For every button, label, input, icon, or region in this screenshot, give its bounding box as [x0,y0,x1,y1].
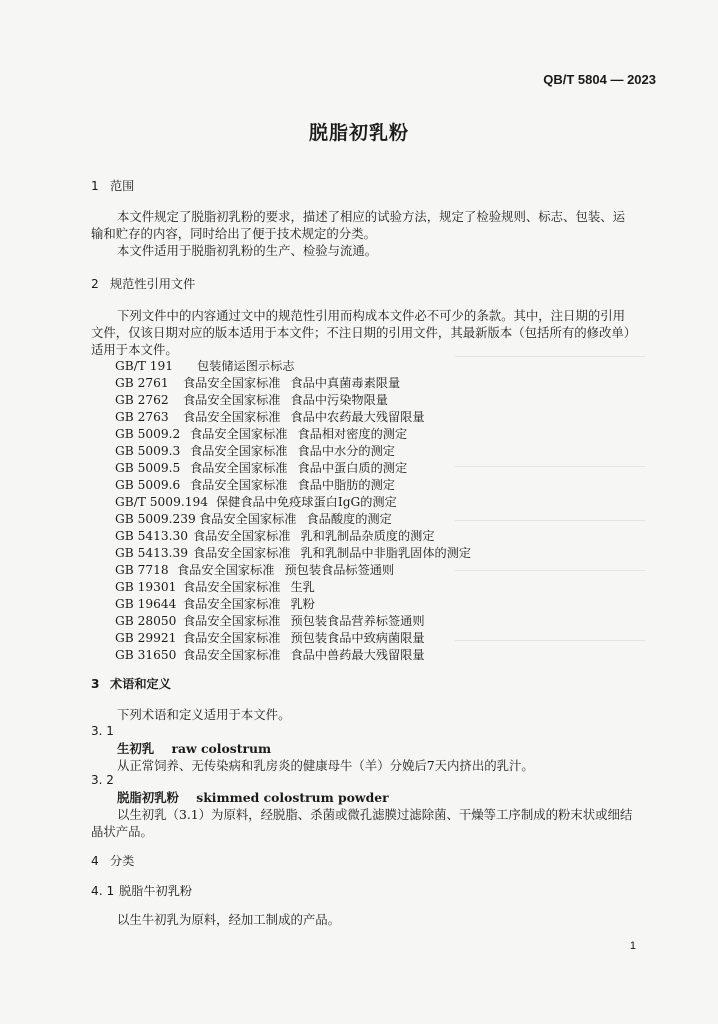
reference-item: GB 5009.239 食品安全国家标准 食品酸度的测定 [115,512,392,526]
reference-item: GB 2763 食品安全国家标准 食品中农药最大残留限量 [115,410,425,424]
reference-item: GB 31650 食品安全国家标准 食品中兽药最大残留限量 [115,648,425,662]
reference-item: GB/T 191 包装储运图示标志 [115,359,295,373]
term-2-definition-a: 以生初乳（3.1）为原料，经脱脂、杀菌或微孔滤膜过滤除菌、干燥等工序制成的粉末状或细结 [117,807,633,822]
section-2-para-a: 下列文件中的内容通过文中的规范性引用而构成本文件必不可少的条款。其中，注日期的引用 [117,308,626,323]
section-3-intro: 下列术语和定义适用于本文件。 [117,707,291,722]
reference-item: GB 5009.5 食品安全国家标准 食品中蛋白质的测定 [115,461,408,475]
reference-item: GB 5009.3 食品安全国家标准 食品中水分的测定 [115,444,395,458]
reference-item: GB 19644 食品安全国家标准 乳粉 [115,597,315,611]
term-1-number: 3. 1 [91,724,114,738]
term-2-definition-b: 晶状产品。 [91,824,153,839]
section-1-number: 1 [91,179,99,193]
term-2-name: 脱脂初乳粉 skimmed colostrum powder [117,790,389,805]
show-through-line [455,570,645,571]
section-1-para-1b: 输和贮存的内容，同时给出了便于技术规定的分类。 [91,226,376,241]
term-1-name: 生初乳 raw colostrum [117,741,272,756]
section-2-para-c: 适用于本文件。 [91,342,178,357]
reference-item: GB 7718 食品安全国家标准 预包装食品标签通则 [115,563,395,577]
reference-item: GB 5413.39 食品安全国家标准 乳和乳制品中非脂乳固体的测定 [115,546,472,560]
section-2-para-b: 文件，仅该日期对应的版本适用于本文件；不注日期的引用文件，其最新版本（包括所有的修改单） [91,325,637,340]
term-1-definition: 从正常饲养、无传染病和乳房炎的健康母牛（羊）分娩后7天内挤出的乳汁。 [117,758,534,773]
reference-item: GB 28050 食品安全国家标准 预包装食品营养标签通则 [115,614,425,628]
section-2-number: 2 [91,277,99,291]
reference-item: GB 29921 食品安全国家标准 预包装食品中致病菌限量 [115,631,425,645]
section-2-heading: 规范性引用文件 [110,277,196,291]
page-number: 1 [629,940,636,952]
show-through-line [455,466,645,467]
reference-item: GB 2762 食品安全国家标准 食品中污染物限量 [115,393,388,407]
subsection-4-1-text: 以生牛初乳为原料，经加工制成的产品。 [117,912,341,927]
section-3-heading: 术语和定义 [110,677,171,691]
reference-item: GB/T 5009.194 保健食品中免疫球蛋白IgG的测定 [115,495,397,509]
show-through-line [455,640,645,641]
section-1-heading: 范围 [110,179,135,193]
show-through-line [455,356,645,357]
section-1-para-1a: 本文件规定了脱脂初乳粉的要求，描述了相应的试验方法，规定了检验规则、标志、包装、运 [117,209,626,224]
section-3-number: 3 [91,677,100,691]
subsection-4-1-heading: 脱脂牛初乳粉 [119,884,193,898]
reference-item: GB 5009.6 食品安全国家标准 食品中脂肪的测定 [115,478,395,492]
section-1-para-2: 本文件适用于脱脂初乳粉的生产、检验与流通。 [117,243,378,258]
section-4-number: 4 [91,854,99,868]
reference-item: GB 5009.2 食品安全国家标准 食品相对密度的测定 [115,427,408,441]
document-title: 脱脂初乳粉 [308,122,409,144]
reference-item: GB 5413.30 食品安全国家标准 乳和乳制品杂质度的测定 [115,529,435,543]
subsection-4-1-number: 4. 1 [91,884,115,898]
section-4-heading: 分类 [110,854,135,868]
term-2-number: 3. 2 [91,773,114,787]
standard-number: QB/T 5804 — 2023 [543,72,656,87]
show-through-line [455,520,645,521]
reference-item: GB 2761 食品安全国家标准 食品中真菌毒素限量 [115,376,401,390]
reference-item: GB 19301 食品安全国家标准 生乳 [115,580,315,594]
